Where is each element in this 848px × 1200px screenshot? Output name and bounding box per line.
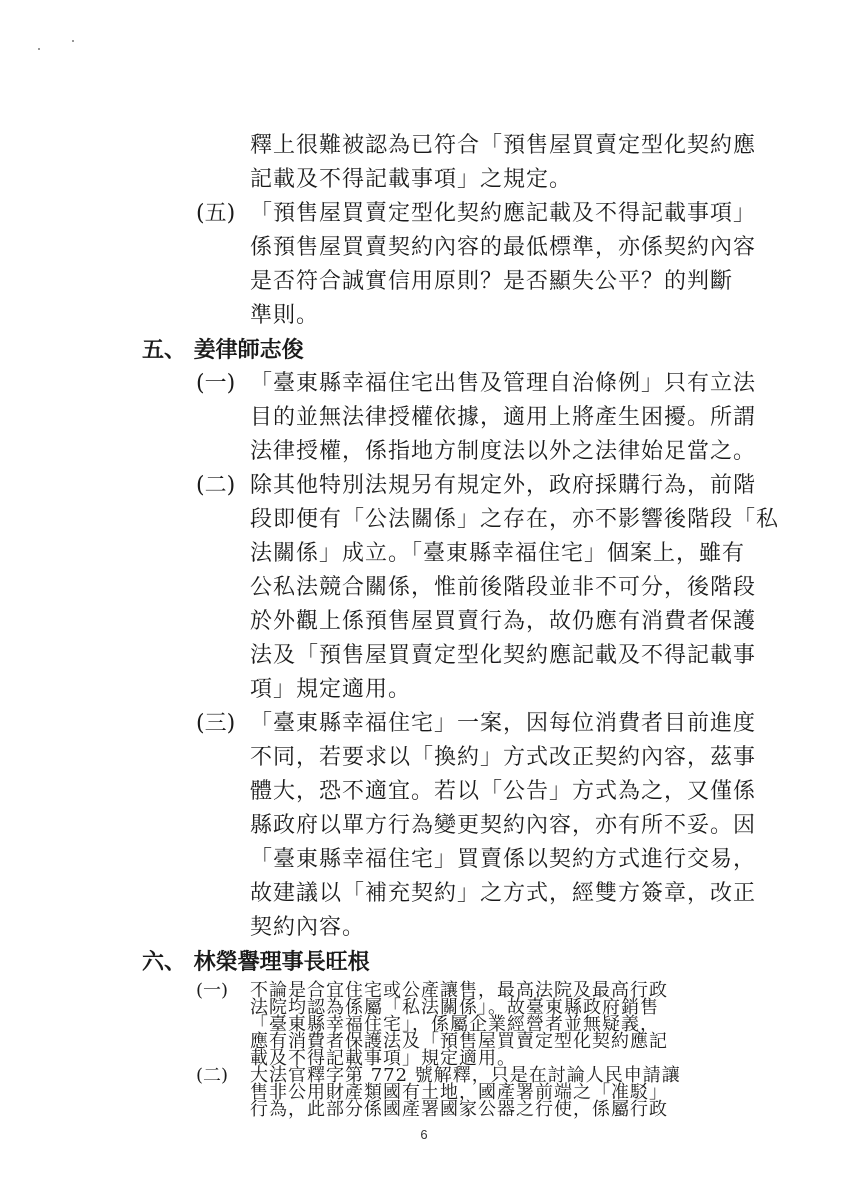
- paragraph-line: 不論是合宜住宅或公產讓售，最高法院及最高行政: [250, 980, 668, 1001]
- paragraph-line: 目的並無法律授權依據，適用上將產生困擾。所謂: [250, 405, 757, 430]
- paragraph-line: 行為，此部分係國產署國家公器之行使，係屬行政: [250, 1099, 668, 1120]
- item-marker: (五): [196, 201, 236, 226]
- paragraph-line: 故建議以「補充契約」之方式，經雙方簽章，改正: [250, 881, 757, 906]
- item-marker: (三): [196, 711, 236, 736]
- item-marker: (二): [196, 473, 236, 498]
- paragraph-line: 售非公用財產類國有土地，國產署前端之「准駁」: [250, 1082, 668, 1103]
- paragraph-line: 段即便有「公法關係」之存在，亦不影響後階段「私: [250, 507, 780, 532]
- paragraph-line: 除其他特別法規另有規定外，政府採購行為，前階: [250, 473, 757, 498]
- item-marker: (一): [196, 371, 236, 396]
- paragraph-line: 記載及不得記載事項」之規定。: [250, 167, 573, 192]
- paragraph-line: 公私法競合關係，惟前後階段並非不可分，後階段: [250, 575, 757, 600]
- item-marker: (一): [196, 980, 229, 1001]
- item-marker: (二): [196, 1065, 229, 1086]
- paragraph-line: 是否符合誠實信用原則？是否顯失公平？的判斷: [250, 269, 734, 294]
- paragraph-line: 「臺東縣幸福住宅」一案，因每位消費者目前進度: [250, 711, 757, 736]
- section-heading: 六、 林榮譽理事長旺根: [142, 949, 370, 975]
- paragraph-line: 應有消費者保護法及「預售屋買賣定型化契約應記: [250, 1031, 668, 1052]
- paragraph-line: 於外觀上係預售屋買賣行為，故仍應有消費者保護: [250, 609, 757, 634]
- paragraph-line: 體大，恐不適宜。若以「公告」方式為之，又僅係: [250, 779, 757, 804]
- section-heading: 五、 姜律師志俊: [142, 337, 304, 363]
- paragraph-line: 準則。: [250, 303, 320, 328]
- paragraph-line: 釋上很難被認為已符合「預售屋買賣定型化契約應: [250, 133, 757, 158]
- paragraph-line: 法律授權，係指地方制度法以外之法律始足當之。: [250, 439, 757, 464]
- paragraph-line: 縣政府以單方行為變更契約內容，亦有所不妥。因: [250, 813, 757, 838]
- scan-speck: [72, 40, 74, 42]
- paragraph-line: 法院均認為係屬「私法關係」。故臺東縣政府銷售: [250, 997, 659, 1018]
- page-number: 6: [420, 1127, 428, 1142]
- paragraph-line: 項」規定適用。: [250, 677, 412, 702]
- paragraph-line: 「臺東縣幸福住宅」，係屬企業經營者並無疑義，: [250, 1014, 659, 1035]
- paragraph-line: 載及不得記載事項」規定適用。: [250, 1048, 516, 1069]
- scan-speck: [38, 48, 40, 50]
- paragraph-line: 法及「預售屋買賣定型化契約應記載及不得記載事: [250, 643, 757, 668]
- paragraph-line: 「預售屋買賣定型化契約應記載及不得記載事項」: [250, 201, 757, 226]
- paragraph-line: 大法官釋字第 772 號解釋，只是在討論人民申請讓: [250, 1065, 681, 1086]
- paragraph-line: 不同，若要求以「換約」方式改正契約內容，茲事: [250, 745, 757, 770]
- paragraph-line: 「臺東縣幸福住宅」買賣係以契約方式進行交易，: [250, 847, 757, 872]
- paragraph-line: 「臺東縣幸福住宅出售及管理自治條例」只有立法: [250, 371, 757, 396]
- paragraph-line: 法關係」成立。「臺東縣幸福住宅」個案上，雖有: [250, 541, 746, 566]
- paragraph-line: 契約內容。: [250, 915, 366, 940]
- paragraph-line: 係預售屋買賣契約內容的最低標準，亦係契約內容: [250, 235, 757, 260]
